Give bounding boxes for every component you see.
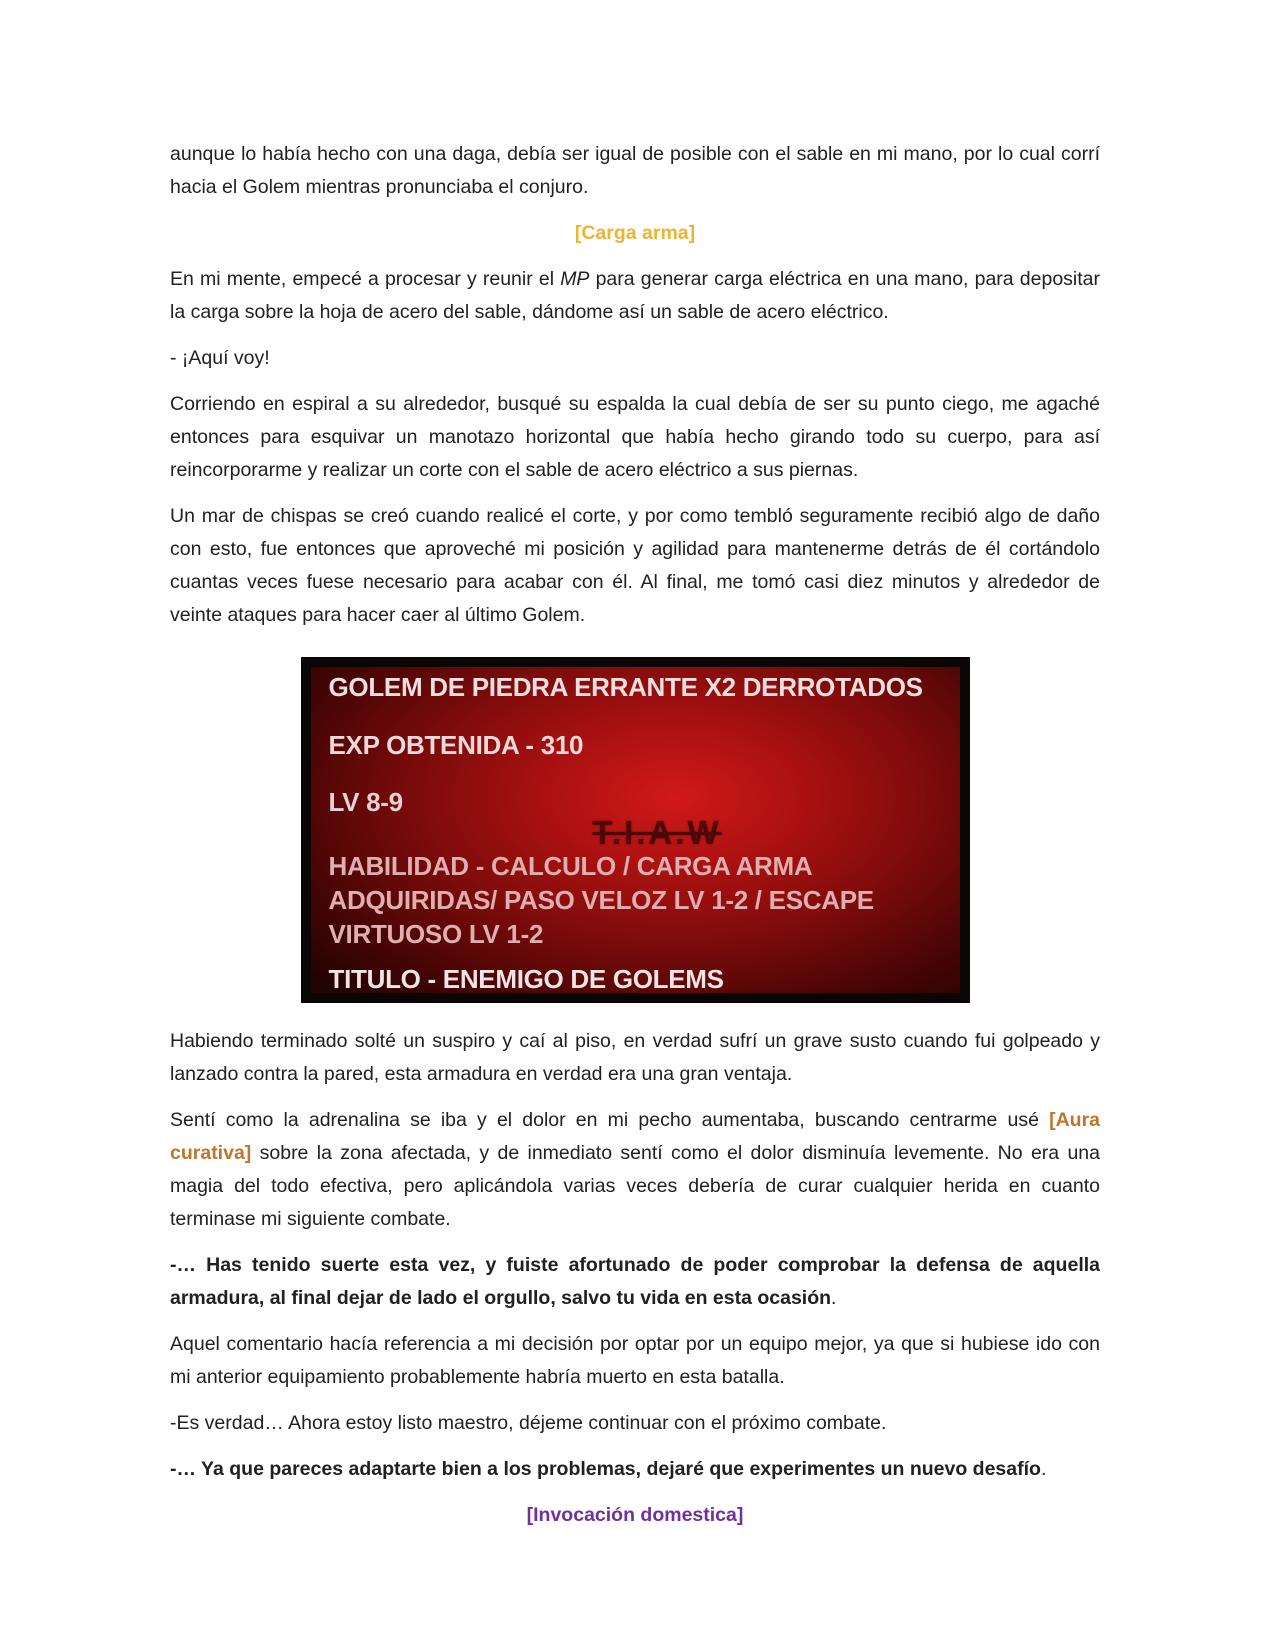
- text-run: Corriendo en espiral a su alrededor, busqué su espalda la cual debía de ser su punto ciego, me agaché entonces para esquivar un manotazo horizontal que había hecho girando todo su cuerpo, para así reincorporarme y realizar un corte con el sable de acero eléctrico a sus piernas.: [170, 393, 1100, 481]
- aura-curativa-skill: [Aura curativa]: [170, 1109, 1100, 1164]
- text-run: -Es verdad… Ahora estoy listo maestro, déjeme continuar con el próximo combate.: [170, 1412, 887, 1434]
- paragraph-spiral-attack: [170, 388, 1100, 487]
- text-run: Sentí como la adrenalina se iba y el dolor en mi pecho aumentaba, buscando centrarme usé: [170, 1109, 1050, 1131]
- level-up-line: LV 8-9: [328, 787, 403, 817]
- text-run: En mi mente, empecé a procesar y reunir el: [170, 268, 561, 290]
- title-earned-line: TITULO - ENEMIGO DE GOLEMS: [328, 964, 724, 993]
- game-status-panel: [311, 667, 960, 993]
- paragraph-relief: [170, 1025, 1100, 1091]
- text-run: aunque lo había hecho con una daga, debía ser igual de posible con el sable en mi mano, por lo cual corrí hacia el Golem mientras pronunciaba el conjuro.: [170, 143, 1100, 198]
- skill-heading-invocacion: [170, 1499, 1100, 1532]
- exp-gained-line: EXP OBTENIDA - 310: [328, 730, 584, 760]
- game-status-box: [301, 657, 970, 1003]
- paragraph-sparks: [170, 500, 1100, 632]
- text-run: Un mar de chispas se creó cuando realicé el corte, y por como tembló seguramente recibió algo de daño con esto, fue entonces que aproveché mi posición y agilidad para mantenerme detrás de él cortándolo cuantas veces fuese necesario para acabar con él. Al final, me tomó casi diez minutos y alrededor de veinte ataques para hacer caer al último Golem.: [170, 505, 1100, 626]
- skills-acquired-line-2: ADQUIRIDAS/ PASO VELOZ LV 1-2 / ESCAPE: [328, 885, 874, 915]
- text-run: -… Ya que pareces adaptarte bien a los problemas, dejaré que experimentes un nuevo desafío: [170, 1458, 1041, 1480]
- paragraph-healing: [170, 1104, 1100, 1236]
- dialogue-master-luck: [170, 1249, 1100, 1315]
- skills-acquired-line-1: HABILIDAD - CALCULO / CARGA ARMA: [328, 851, 813, 881]
- skill-heading-carga-arma: [170, 217, 1100, 250]
- text-run: .: [831, 1287, 837, 1309]
- paragraph-mp-charge: [170, 263, 1100, 329]
- text-run: [Carga arma]: [574, 222, 696, 244]
- paragraph-commentary: [170, 1328, 1100, 1394]
- mp-term: MP: [560, 268, 590, 290]
- defeated-enemies-line: GOLEM DE PIEDRA ERRANTE X2 DERROTADOS: [328, 672, 923, 702]
- dialogue-master-challenge: [170, 1453, 1100, 1486]
- text-run: Aquel comentario hacía referencia a mi decisión por optar por un equipo mejor, ya que si hubiese ido con mi anterior equipamiento probablemente habría muerto en esta batalla.: [170, 1333, 1100, 1388]
- skills-acquired-line-3: VIRTUOSO LV 1-2: [328, 919, 544, 949]
- text-run: para generar carga eléctrica en una mano, para depositar la carga sobre la hoja de acero del sable, dándome así un sable de acero eléctrico.: [170, 268, 1101, 323]
- text-run: Habiendo terminado solté un suspiro y caí al piso, en verdad sufrí un grave susto cuando fui golpeado y lanzado contra la pared, esta armadura en verdad era una gran ventaja.: [170, 1030, 1100, 1085]
- dialogue-ready: [170, 1407, 1100, 1440]
- dialogue-aqui-voy: [170, 342, 1100, 375]
- text-run: - ¡Aquí voy!: [170, 347, 270, 369]
- tiaw-watermark: T.I.A.W: [592, 814, 722, 851]
- paragraph-intro: [170, 138, 1100, 204]
- text-run: .: [1040, 1458, 1047, 1480]
- text-run: sobre la zona afectada, y de inmediato sentí como el dolor disminuía levemente. No era una magia del todo efectiva, pero aplicándola varias veces debería de curar cualquier herida en cuanto terminase mi siguiente combate.: [170, 1142, 1100, 1230]
- text-run: [Invocación domestica]: [526, 1504, 744, 1526]
- text-run: -… Has tenido suerte esta vez, y fuiste afortunado de poder comprobar la defensa de aquella armadura, al final dejar de lado el orgullo, salvo tu vida en esta ocasión: [170, 1254, 1100, 1309]
